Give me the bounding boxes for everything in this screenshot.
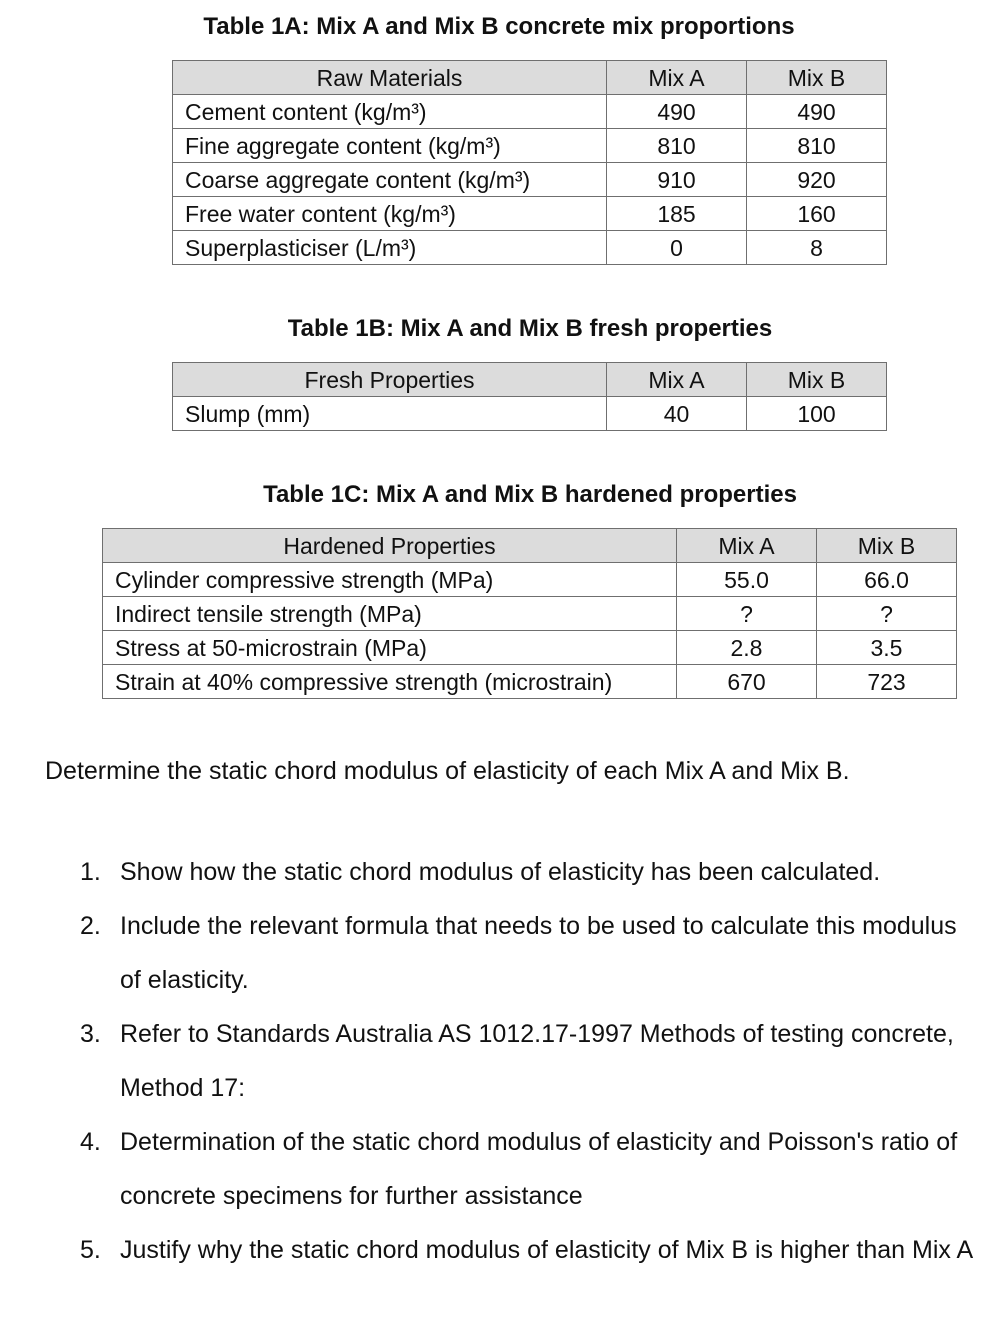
question-text: Determine the static chord modulus of elasticity of each Mix A and Mix B. — [45, 757, 850, 785]
table-row — [173, 397, 887, 431]
column-header: Mix A — [677, 529, 817, 563]
list-item-text: Determination of the static chord modulus of elasticity and Poisson's ratio of concrete specimens for further assistance — [120, 1128, 958, 1210]
list-item-text: Show how the static chord modulus of elasticity has been calculated. — [120, 858, 881, 886]
table-1a-caption: Table 1A: Mix A and Mix B concrete mix proportions — [203, 13, 795, 40]
mix-b-value: 100 — [747, 397, 887, 431]
list-item — [80, 1007, 980, 1115]
table-row — [173, 197, 887, 231]
list-item — [80, 899, 980, 1007]
mix-a-value: 910 — [607, 163, 747, 197]
table-row — [103, 563, 957, 597]
column-header: Mix B — [747, 61, 887, 95]
list-item-number: 2. — [80, 912, 101, 940]
row-label: Fine aggregate content (kg/m³) — [173, 129, 607, 163]
list-item-text: Include the relevant formula that needs to be used to calculate this modulus of elasticity. — [120, 912, 957, 994]
list-item — [80, 845, 980, 899]
row-label: Indirect tensile strength (MPa) — [103, 597, 677, 631]
table-1b — [172, 362, 887, 431]
table-row — [103, 597, 957, 631]
table-row — [173, 231, 887, 265]
table-header-row — [103, 529, 957, 563]
mix-b-value: 160 — [747, 197, 887, 231]
list-item-text: Justify why the static chord modulus of elasticity of Mix B is higher than Mix A — [120, 1236, 974, 1264]
row-label: Stress at 50-microstrain (MPa) — [103, 631, 677, 665]
mix-b-value: 920 — [747, 163, 887, 197]
row-label: Free water content (kg/m³) — [173, 197, 607, 231]
table-row — [103, 665, 957, 699]
table-1a — [172, 60, 887, 265]
mix-b-value: 8 — [747, 231, 887, 265]
row-label: Cement content (kg/m³) — [173, 95, 607, 129]
mix-a-value: 185 — [607, 197, 747, 231]
row-label: Strain at 40% compressive strength (microstrain) — [103, 665, 677, 699]
table-1c-caption: Table 1C: Mix A and Mix B hardened properties — [263, 481, 797, 508]
mix-a-value: 40 — [607, 397, 747, 431]
table-row — [173, 129, 887, 163]
column-header: Fresh Properties — [173, 363, 607, 397]
mix-a-value: 0 — [607, 231, 747, 265]
column-header: Mix B — [747, 363, 887, 397]
list-item-number: 4. — [80, 1128, 101, 1156]
list-item — [80, 1115, 980, 1223]
table-1b-caption: Table 1B: Mix A and Mix B fresh properties — [287, 315, 773, 342]
row-label: Cylinder compressive strength (MPa) — [103, 563, 677, 597]
list-item-number: 3. — [80, 1020, 101, 1048]
mix-b-value: 490 — [747, 95, 887, 129]
table-1c — [102, 528, 957, 699]
mix-b-value: 723 — [817, 665, 957, 699]
table-header-row — [173, 61, 887, 95]
list-item-number: 5. — [80, 1236, 101, 1264]
mix-b-value: ? — [817, 597, 957, 631]
table-row — [173, 95, 887, 129]
table-header-row — [173, 363, 887, 397]
row-label: Superplasticiser (L/m³) — [173, 231, 607, 265]
column-header: Hardened Properties — [103, 529, 677, 563]
column-header: Mix A — [607, 61, 747, 95]
table-row — [103, 631, 957, 665]
task-list — [80, 845, 980, 1277]
mix-b-value: 810 — [747, 129, 887, 163]
mix-a-value: 55.0 — [677, 563, 817, 597]
row-label: Coarse aggregate content (kg/m³) — [173, 163, 607, 197]
column-header: Raw Materials — [173, 61, 607, 95]
mix-b-value: 3.5 — [817, 631, 957, 665]
mix-a-value: ? — [677, 597, 817, 631]
mix-a-value: 2.8 — [677, 631, 817, 665]
mix-a-value: 490 — [607, 95, 747, 129]
mix-b-value: 66.0 — [817, 563, 957, 597]
mix-a-value: 670 — [677, 665, 817, 699]
list-item-text: Refer to Standards Australia AS 1012.17-1997 Methods of testing concrete, Method 17: — [120, 1020, 954, 1102]
list-item-number: 1. — [80, 858, 101, 886]
column-header: Mix B — [817, 529, 957, 563]
column-header: Mix A — [607, 363, 747, 397]
row-label: Slump (mm) — [173, 397, 607, 431]
list-item — [80, 1223, 980, 1277]
mix-a-value: 810 — [607, 129, 747, 163]
table-row — [173, 163, 887, 197]
